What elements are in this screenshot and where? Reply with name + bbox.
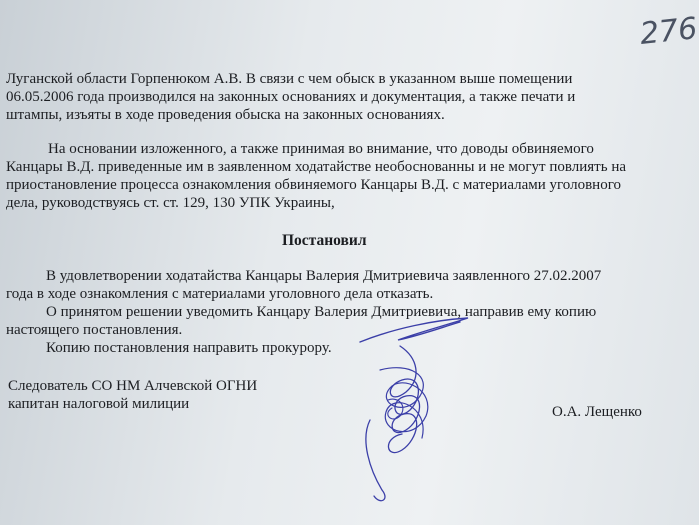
decision-heading: Постановил [282, 232, 367, 249]
signatory-name: О.А. Лещенко [552, 404, 642, 420]
body-line: настоящего постановления. [6, 322, 183, 338]
body-line: 06.05.2006 года производился на законных основаниях и документация, а также печати и [6, 89, 576, 105]
body-line: О принятом решении уведомить Канцару Валерия Дмитриевича, направив ему копию [46, 304, 597, 320]
signatory-rank: капитан налоговой милиции [8, 396, 190, 412]
body-line: года в ходе ознакомления с материалами уголовного дела отказать. [6, 286, 434, 302]
body-line: дела, руководствуясь ст. ст. 129, 130 УПК Украины, [6, 195, 335, 211]
signatory-position: Следователь СО НМ Алчевской ОГНИ [8, 378, 258, 394]
body-line: приостановление процесса ознакомления обвиняемого Канцары В.Д. с материалами уголовного [6, 177, 621, 193]
handwritten-page-number: 276 [638, 11, 699, 52]
handwritten-signature [340, 300, 480, 510]
body-line: На основании изложенного, а также принимая во внимание, что доводы обвиняемого [48, 141, 594, 157]
body-line: Копию постановления направить прокурору. [46, 340, 332, 356]
body-line: штампы, изъяты в ходе проведения обыска на законных основаниях. [6, 107, 445, 123]
body-line: В удовлетворении ходатайства Канцары Валерия Дмитриевича заявленного 27.02.2007 [46, 268, 602, 284]
body-line: Канцары В.Д. приведенные им в заявленном ходатайстве необоснованны и не могут повлиять на [6, 159, 627, 175]
body-line: Луганской области Горпенюком А.В. В связи с чем обыск в указанном выше помещении [6, 71, 573, 87]
